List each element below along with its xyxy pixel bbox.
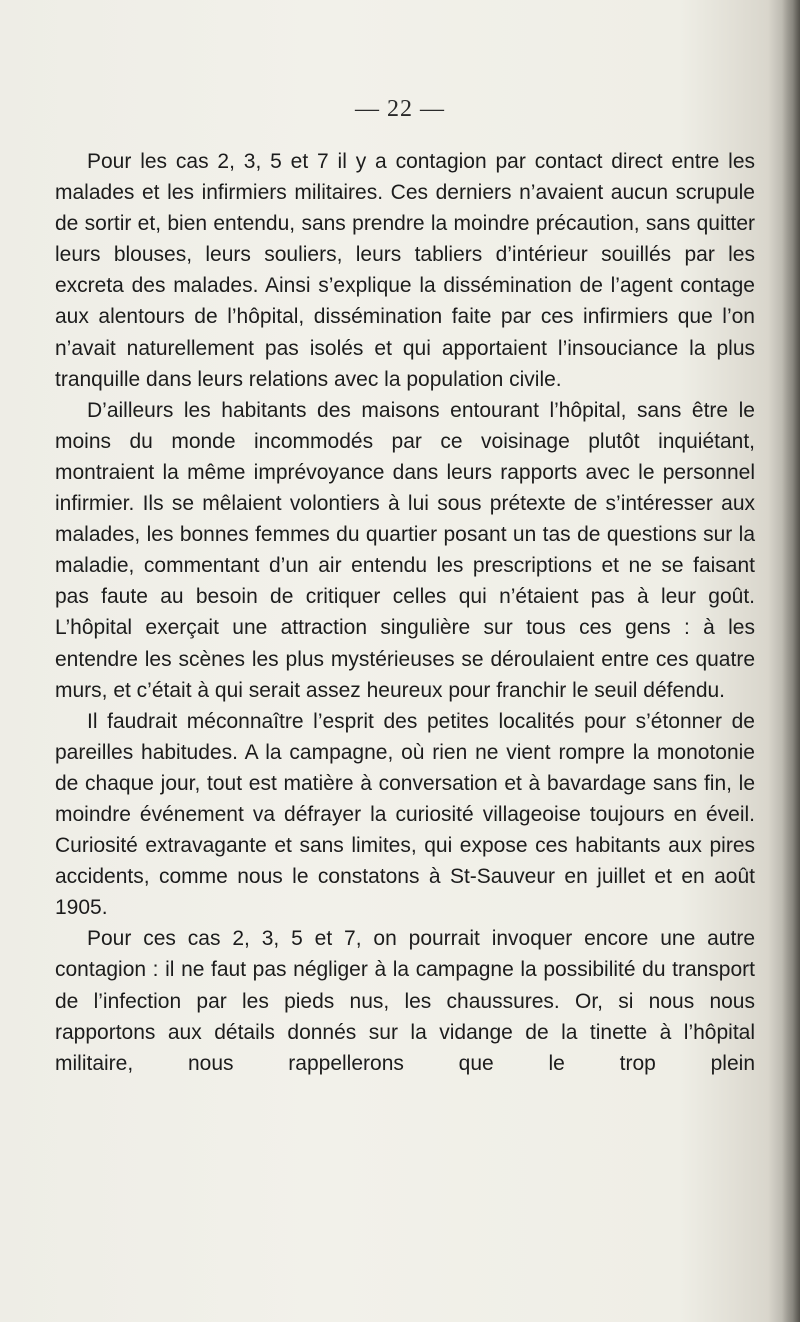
paragraph-2: D’ailleurs les habitants des maisons entourant l’hôpital, sans être le moins du monde incommodés par ce voisinage plutôt inquiétant, montraient la même imprévoyance dans leurs rapports avec le personnel infirmier. Ils se mêlaient volontiers à lui sous prétexte de s’intéresser aux malades, les bonnes femmes du quartier posant un tas de questions sur la maladie, commentant d’un air entendu les prescriptions et ne se faisant pas faute au besoin de critiquer celles qui n’étaient pas à leur goût. L’hôpital exerçait une attraction singulière sur tous ces gens : à les entendre les scènes les plus mystérieuses se déroulaient entre ces quatre murs, et c’était à qui serait assez heureux pour franchir le seuil défendu. (55, 398, 755, 702)
paragraph-4: Pour ces cas 2, 3, 5 et 7, on pourrait invoquer encore une autre contagion : il ne faut pas négliger à la campagne la possibilité du transport de l’infection par les pieds nus, les chaussures. Or, si nous nous rapportons aux détails donnés sur la vidange de la tinette à l’hôpital militaire, nous rappellerons que le trop plein (55, 927, 755, 1075)
paragraph-3: Il faudrait méconnaître l’esprit des petites localités pour s’étonner de pareilles habitudes. A la campagne, où rien ne vient rompre la monotonie de chaque jour, tout est matière à conversation et à bavardage sans fin, le moindre événement va défrayer la curiosité villageoise toujours en éveil. Curiosité extravagante et sans limites, qui expose ces habitants aux pires accidents, comme nous le constatons à St-Sauveur en juillet et en août 1905. (55, 709, 755, 920)
page-edge-shadow (782, 0, 800, 1322)
page-number: — 22 — (355, 96, 445, 122)
paragraph-1: Pour les cas 2, 3, 5 et 7 il y a contagion par contact direct entre les malades et les infirmiers militaires. Ces derniers n’avaient aucun scrupule de sortir et, bien entendu, sans prendre la moindre précaution, sans quitter leurs blouses, leurs souliers, leurs tabliers d’intérieur souillés par les excreta des malades. Ainsi s’explique la dissémination de l’agent contage aux alentours de l’hôpital, dissémination faite par ces infirmiers que l’on n’avait naturellement pas isolés et qui apportaient l’insouciance la plus tranquille dans leurs relations avec la population civile. (55, 150, 755, 391)
body-text (55, 146, 755, 1079)
